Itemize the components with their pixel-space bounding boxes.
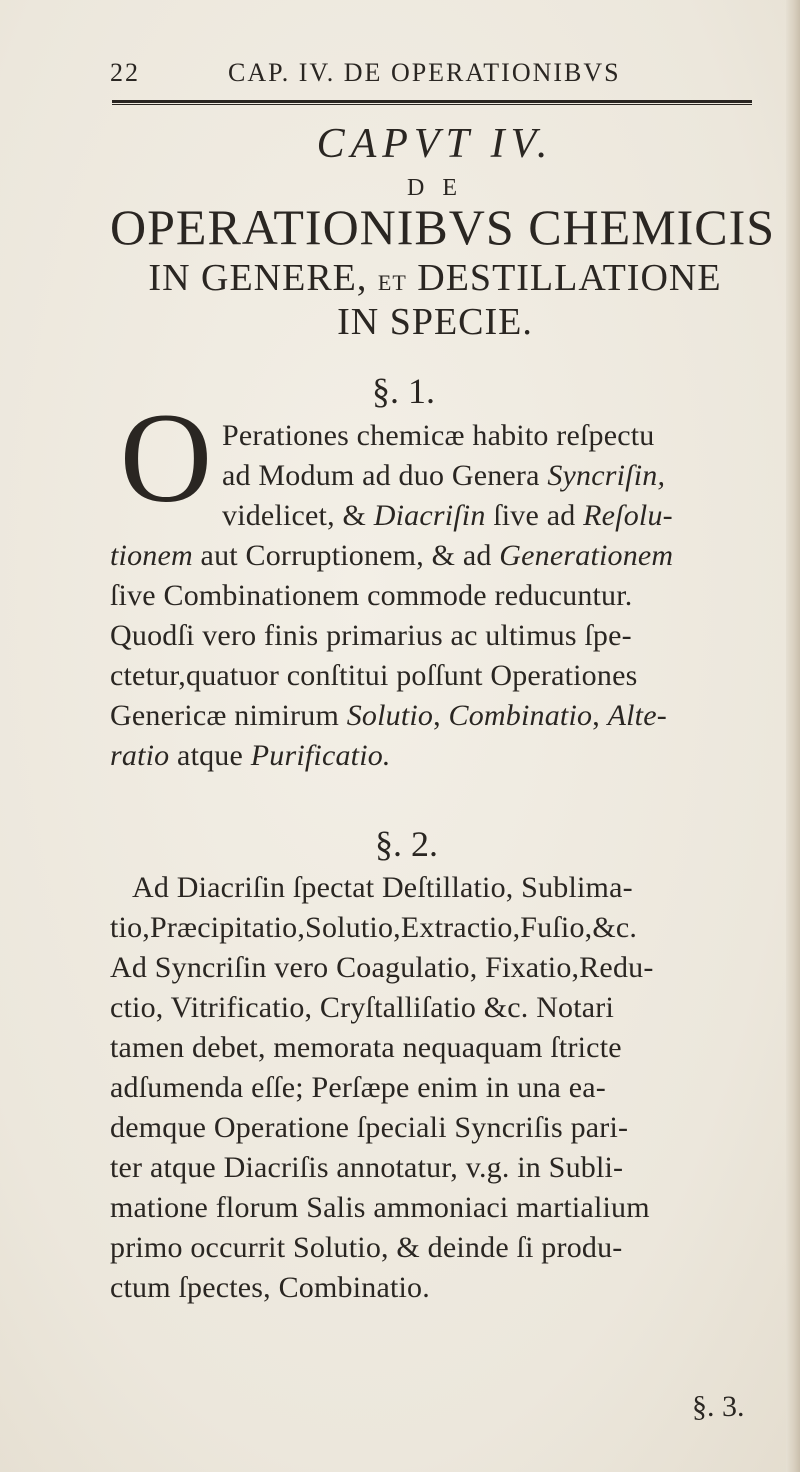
text-run: ctetur,quatuor conſtitui poſſunt Operationes: [110, 659, 638, 692]
heading-de: D E: [407, 175, 463, 201]
paragraph-2: [110, 868, 790, 1308]
main-heading: OPERATIONIBVS CHEMICIS: [110, 199, 776, 255]
text-run: aut Corruptionem, & ad: [192, 539, 500, 572]
text-line: [110, 496, 790, 536]
italic-term: Syncriſin,: [547, 459, 666, 492]
running-head: [110, 50, 760, 90]
section-mark-2: §. 2.: [375, 824, 438, 864]
text-line: [110, 616, 790, 656]
text-line: ctum ſpectes, Combinatio.: [110, 1271, 430, 1304]
italic-term: Combinatio: [448, 699, 593, 732]
text-line: [110, 656, 790, 696]
text-line: [110, 416, 790, 456]
subheading-part-a: IN GENERE,: [148, 257, 368, 299]
paragraph-1: [110, 416, 790, 776]
text-line: [110, 536, 790, 576]
subheading-line-1: [110, 256, 760, 300]
text-run: ad Modum ad duo Genera: [222, 459, 548, 492]
text-line: primo occurrit Solutio, & deinde ſi produ-: [110, 1231, 623, 1264]
section-mark-3: §. 3.: [692, 1390, 745, 1423]
italic-term: tionem: [110, 539, 193, 572]
italic-term: Solutio: [346, 699, 434, 732]
text-line: [110, 736, 790, 776]
text-run: ,: [433, 699, 449, 732]
subheading-line-2: IN SPECIE.: [337, 301, 533, 343]
text-line: [110, 576, 790, 616]
text-line: Ad Syncriſin vero Coagulatio, Fixatio,Redu-: [110, 951, 654, 984]
text-run: atque: [169, 739, 251, 772]
text-line: matione florum Salis ammoniaci martialium: [110, 1191, 650, 1224]
italic-term: Alte-: [607, 699, 667, 732]
text-run: ſive ad: [485, 499, 584, 532]
header-rule: [112, 100, 752, 103]
chapter-title: CAPVT IV.: [316, 121, 554, 167]
text-line: demque Operatione ſpeciali Syncriſis pari-: [110, 1111, 629, 1144]
text-run: Perationes chemicæ habito reſpectu: [222, 419, 655, 452]
text-line: ter atque Diacriſis annotatur, v.g. in Subli-: [110, 1151, 624, 1184]
text-line: [110, 696, 790, 736]
text-line: tamen debet, memorata nequaquam ſtricte: [110, 1031, 622, 1064]
text-line: adſumenda eſſe; Perſæpe enim in una ea-: [110, 1071, 606, 1104]
text-run: Quodſi vero finis primarius ac ultimus ſpe-: [110, 619, 632, 652]
header-rule-thin: [112, 104, 752, 105]
text-line: tio,Præcipitatio,Solutio,Extractio,Fuſio,&c.: [110, 911, 638, 944]
subheading-et: ET: [377, 270, 407, 295]
italic-term: ratio: [110, 739, 170, 772]
drop-cap: O: [119, 387, 213, 529]
text-run: videlicet, &: [222, 499, 374, 532]
italic-term: Purificatio.: [250, 739, 391, 772]
section-mark-1: §. 1.: [372, 371, 435, 411]
text-run: ,: [592, 699, 608, 732]
text-run: ſive Combinationem commode reducuntur.: [110, 579, 633, 612]
text-line: [110, 456, 790, 496]
italic-term: Reſolu-: [583, 499, 673, 532]
running-title: CAP. IV. DE OPERATIONIBVS: [228, 58, 621, 87]
page-number: 22: [110, 58, 140, 87]
text-line: ctio, Vitrificatio, Cryſtalliſatio &c. Notari: [110, 991, 615, 1024]
italic-term: Diacriſin: [373, 499, 486, 532]
italic-term: Generationem: [499, 539, 674, 572]
text-line: Ad Diacriſin ſpectat Deſtillatio, Sublima-: [132, 871, 633, 904]
subheading-part-b: DESTILLATIONE: [417, 257, 722, 299]
text-run: Genericæ nimirum: [110, 699, 347, 732]
